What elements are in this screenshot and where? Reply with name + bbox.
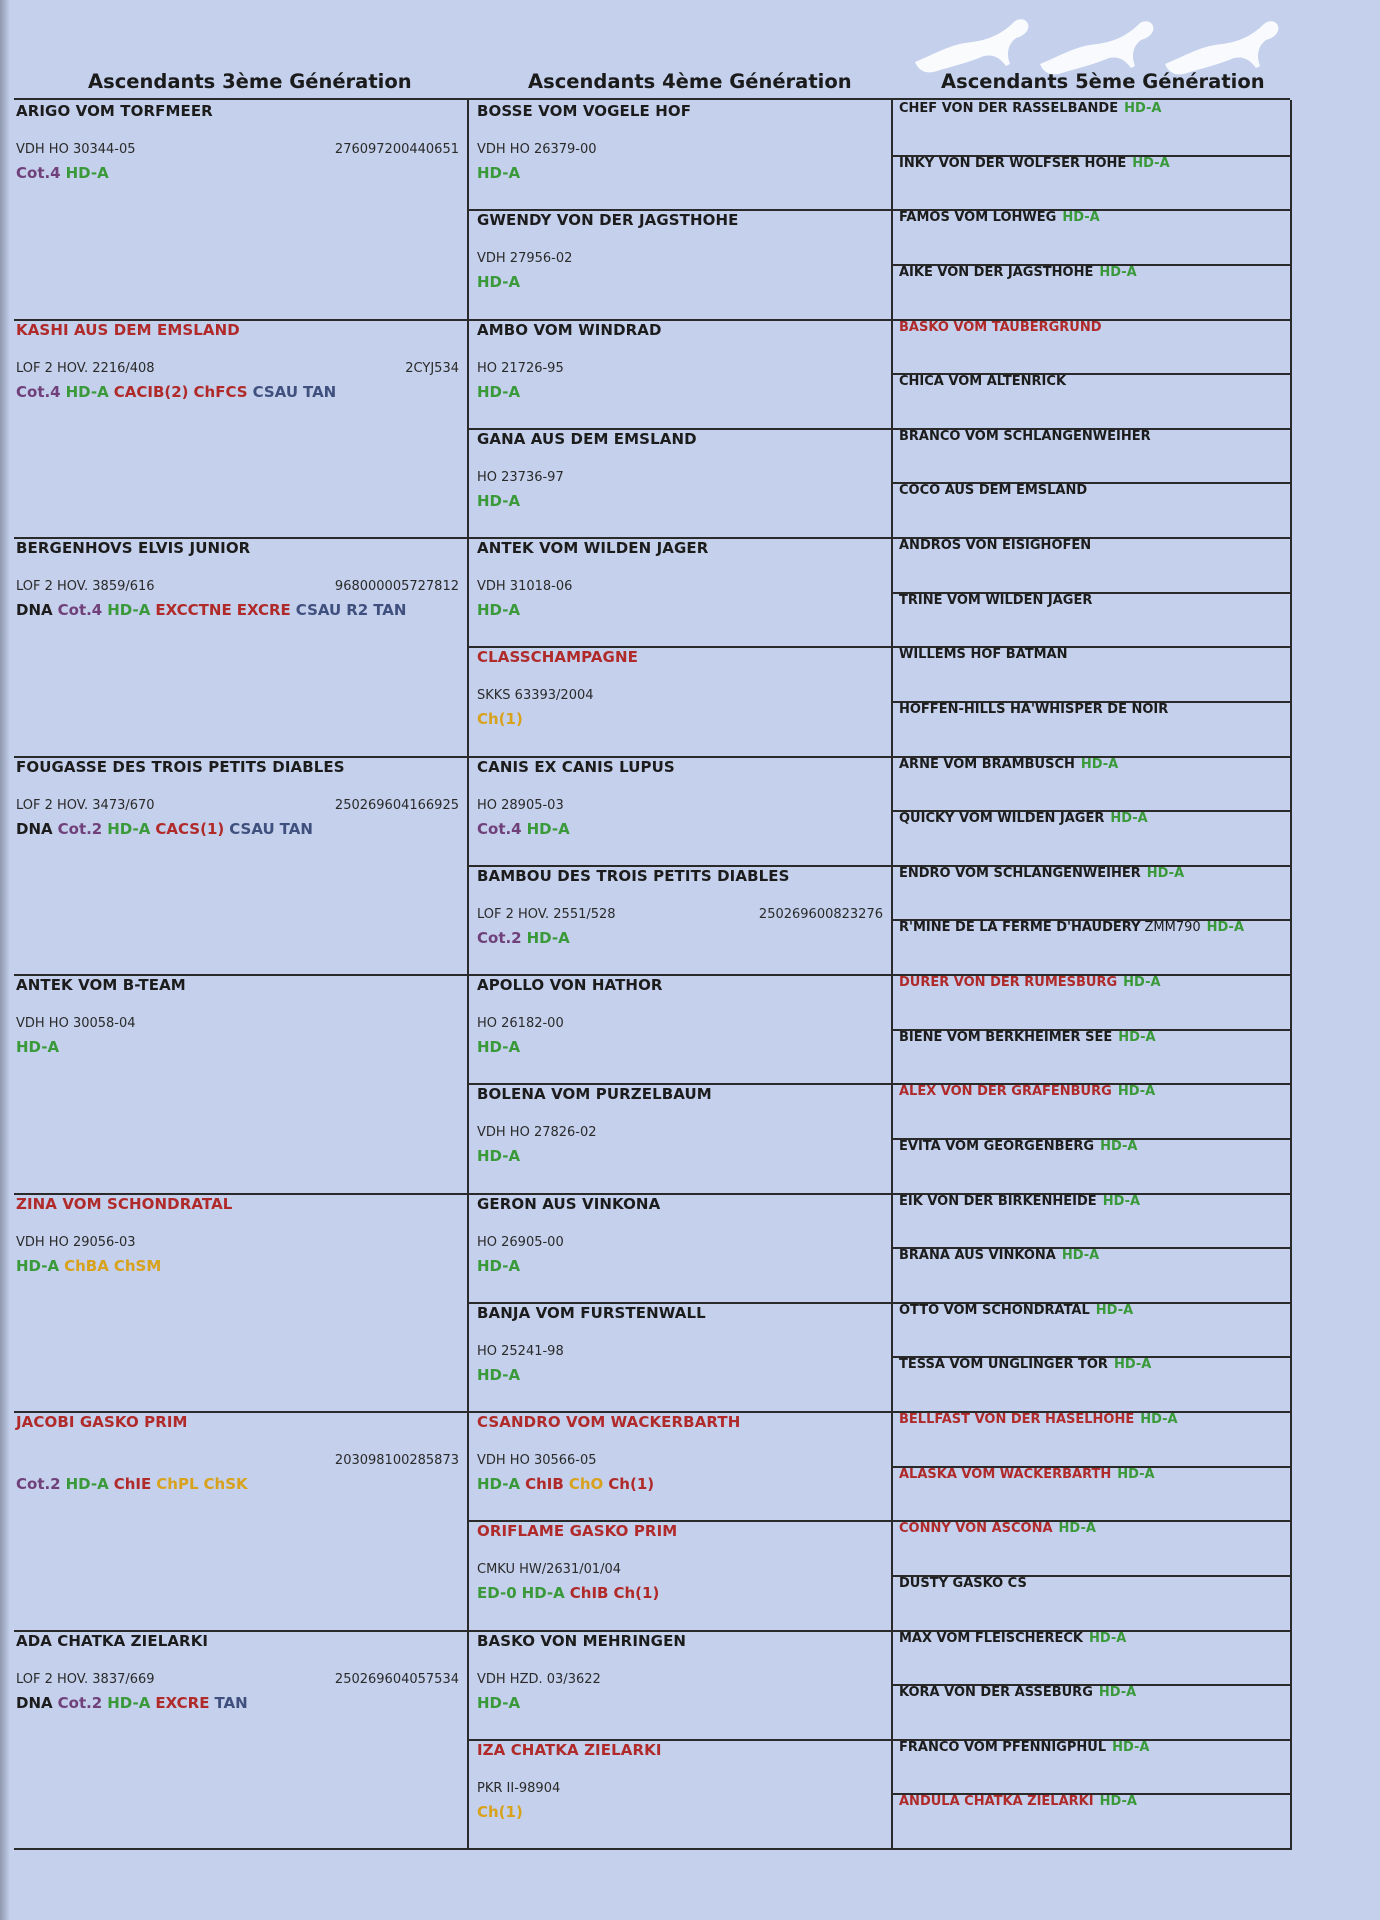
gen4-ancestor (477, 867, 883, 949)
title-tags (16, 1255, 459, 1277)
ancestor-name: DURER VON DER RUMESBURG (899, 975, 1118, 990)
registration-row (477, 1453, 883, 1469)
registration-row (477, 688, 883, 704)
gen5-ancestor (899, 1194, 1140, 1209)
registration-number: LOF 2 HOV. 2551/528 (477, 906, 616, 922)
title-tags (477, 1036, 883, 1058)
registration-row (477, 1672, 883, 1688)
ancestor-name: BRANCO VOM SCHLANGENWEIHER (899, 428, 1151, 444)
registration-number: VDH 31018-06 (477, 579, 573, 594)
ancestor-name: GANA AUS DEM EMSLAND (477, 429, 697, 448)
registration-number: VDH HZD. 03/3622 (477, 1671, 601, 1687)
ancestor-name: CHICA VOM ALTENRICK (899, 374, 1067, 390)
ancestor-name: ZINA VOM SCHONDRATAL (16, 1194, 233, 1213)
gen5-ancestor (899, 1521, 1096, 1536)
ancestor-name: FAMOS VOM LOHWEG (899, 210, 1057, 226)
gen3-ancestor (16, 102, 459, 184)
hd-result: HD-A (1117, 1084, 1156, 1100)
title-tag: Cot.4 (57, 601, 103, 619)
pedigree-table (14, 98, 1290, 1848)
gen3-ancestor (16, 1632, 459, 1714)
title-tag: HD-A (477, 491, 521, 510)
title-tag: Cot.4 (16, 382, 61, 401)
ancestor-name: AIKE VON DER JAGSTHOHE (899, 264, 1094, 280)
ancestor-name: EIK VON DER BIRKENHEIDE (899, 1193, 1097, 1209)
registration-number: HO 25241-98 (477, 1343, 564, 1359)
ancestor-name: COCO AUS DEM EMSLAND (899, 483, 1088, 499)
header-gen3: Ascendants 3ème Génération (88, 70, 412, 93)
gen4-ancestor (477, 1085, 883, 1167)
title-tags (16, 381, 459, 403)
registration-row (477, 142, 883, 158)
registration-row (477, 1562, 883, 1578)
hd-result: HD-A (1095, 1302, 1134, 1318)
title-tag: ChSM (113, 1256, 162, 1275)
ancestor-name: ALASKA VOM WACKERBARTH (899, 1466, 1112, 1482)
gen5-ancestor (899, 920, 1244, 935)
title-tag: DNA (16, 601, 53, 619)
ancestor-name: BELLFAST VON DER HASELHOHE (899, 1412, 1135, 1427)
ancestor-name: CSANDRO VOM WACKERBARTH (477, 1413, 741, 1431)
registration-number: CMKU HW/2631/01/04 (477, 1562, 622, 1578)
gen4-ancestor (477, 976, 883, 1058)
registration-row (16, 361, 459, 377)
ancestor-name: BRANA AUS VINKONA (899, 1248, 1056, 1264)
ancestor-name: R'MINE DE LA FERME D'HAUDERY (899, 920, 1141, 936)
registration-number: LOF 2 HOV. 2216/408 (16, 360, 155, 376)
gen5-ancestor (899, 1303, 1133, 1318)
title-tags (477, 1145, 883, 1167)
gen5-ancestor (899, 320, 1102, 335)
registration-number: VDH HO 30344-05 (16, 142, 136, 157)
gen5-ancestor (899, 975, 1161, 990)
ancestor-name: JACOBI GASKO PRIM (16, 1413, 188, 1431)
registration-row (477, 1344, 883, 1360)
title-tags (477, 1473, 883, 1495)
title-tag: HD-A (477, 1693, 521, 1712)
gen3-ancestor (16, 1195, 459, 1277)
title-tags (477, 708, 883, 730)
title-tag: TAN (373, 601, 407, 619)
title-tag: DNA (16, 1693, 53, 1712)
ancestor-name: INKY VON DER WOLFSER HOHE (899, 155, 1127, 171)
gen5-ancestor (899, 1576, 1027, 1591)
title-tag: HD-A (477, 1365, 521, 1384)
title-tag: EXCRE (155, 1693, 210, 1712)
title-tags (16, 1692, 459, 1714)
gen5-ancestor (899, 702, 1168, 717)
gen4-ancestor (477, 430, 883, 512)
title-tag: EXCRE (236, 601, 291, 619)
title-tag: ChSK (203, 1475, 248, 1493)
hd-result: HD-A (1117, 1466, 1155, 1482)
ancestor-name: QUICKY VOM WILDEN JAGER (899, 811, 1105, 827)
ancestor-name: BANJA VOM FURSTENWALL (477, 1303, 706, 1322)
hd-result: HD-A (1140, 1412, 1178, 1427)
ancestor-name: BASKO VON MEHRINGEN (477, 1631, 687, 1650)
gen5-ancestor (899, 374, 1066, 389)
title-tag: HD-A (526, 819, 570, 838)
title-tags (477, 381, 883, 403)
gen5-ancestor (899, 429, 1151, 444)
title-tag: HD-A (477, 382, 521, 401)
registration-row (477, 251, 883, 267)
gen4-ancestor (477, 1522, 883, 1604)
gen5-ancestor (899, 265, 1137, 280)
ancestor-name: FRANCO VOM PFENNIGPHUL (899, 1739, 1107, 1755)
chip-number: 250269604057534 (334, 1671, 459, 1687)
ancestor-name: BERGENHOVS ELVIS JUNIOR (16, 539, 251, 557)
title-tag: CSAU (295, 601, 342, 619)
gen5-ancestor (899, 647, 1068, 662)
title-tag: Cot.2 (57, 1693, 103, 1712)
registration-number: HO 21726-95 (477, 360, 564, 376)
title-tags (16, 162, 459, 184)
title-tags (477, 490, 883, 512)
chip-number: 250269600823276 (758, 906, 883, 922)
title-tag: Cot.2 (477, 928, 522, 947)
title-tags (477, 1364, 883, 1386)
registration-row (477, 1016, 883, 1032)
gen5-ancestor (899, 757, 1118, 772)
title-tag: ChPL (156, 1475, 199, 1493)
ancestor-name: ANTEK VOM B-TEAM (16, 976, 186, 994)
ancestor-name: OTTO VOM SCHONDRATAL (899, 1302, 1090, 1318)
ancestor-name: ADA CHATKA ZIELARKI (16, 1631, 209, 1650)
header-gen5: Ascendants 5ème Génération (941, 70, 1265, 93)
title-tag: ChIB (569, 1584, 609, 1603)
ancestor-name: BIENE VOM BERKHEIMER SEE (899, 1029, 1113, 1045)
registration-row (477, 470, 883, 486)
gen5-ancestor (899, 1685, 1136, 1700)
registration-number: PKR II-98904 (477, 1780, 561, 1796)
hd-result: HD-A (1113, 1357, 1152, 1373)
gen4-ancestor (477, 102, 883, 184)
title-tag: HD-A (107, 601, 151, 619)
registration-number: VDH HO 30566-05 (477, 1453, 597, 1468)
title-tag: HD-A (65, 1475, 109, 1493)
hd-result: HD-A (1132, 155, 1170, 171)
title-tag: CSAU (252, 382, 298, 401)
title-tag: TAN (214, 1693, 248, 1712)
row-divider (14, 1848, 1292, 1850)
title-tag: Cot.4 (477, 819, 522, 838)
gen5-ancestor (899, 1794, 1137, 1809)
ancestor-name: ANDROS VON EISIGHOFEN (899, 538, 1092, 553)
title-tags (477, 1692, 883, 1714)
gen5-ancestor (899, 483, 1087, 498)
registration-row (16, 798, 459, 814)
gen4-ancestor (477, 1304, 883, 1386)
registration-number: VDH 27956-02 (477, 251, 573, 267)
title-tag: CACS(1) (155, 819, 225, 838)
registration-number: VDH HO 27826-02 (477, 1125, 597, 1141)
gen5-ancestor (899, 866, 1184, 881)
registration-number: VDH HO 26379-00 (477, 142, 597, 157)
registration-row (16, 142, 459, 158)
registration-number: LOF 2 HOV. 3859/616 (16, 579, 155, 594)
title-tag: HD-A (477, 1475, 521, 1493)
gen5-ancestor (899, 1248, 1099, 1263)
gen3-ancestor (16, 539, 459, 621)
title-tag: CACIB(2) (113, 382, 189, 401)
registration-row (16, 1235, 459, 1251)
ancestor-name: ALEX VON DER GRAFENBURG (899, 1084, 1112, 1100)
title-tag: HD-A (107, 819, 151, 838)
registration-code: ZMM790 (1144, 920, 1201, 936)
gen3-ancestor (16, 1413, 459, 1495)
title-tags (16, 599, 459, 621)
title-tags (16, 1473, 459, 1495)
hd-result: HD-A (1058, 1521, 1096, 1537)
page-edge-shadow (0, 0, 10, 1920)
gen5-ancestor (899, 1412, 1178, 1427)
title-tag: CSAU (229, 819, 275, 838)
ancestor-name: FOUGASSE DES TROIS PETITS DIABLES (16, 757, 345, 776)
title-tags (477, 1582, 883, 1604)
ancestor-name: BAMBOU DES TROIS PETITS DIABLES (477, 866, 790, 885)
title-tag: HD-A (16, 1038, 60, 1056)
ancestor-name: ARIGO VOM TORFMEER (16, 102, 213, 120)
title-tags (477, 162, 883, 184)
chip-number: 968000005727812 (334, 579, 459, 594)
title-tag: HD-A (477, 273, 521, 292)
gen5-ancestor (899, 1357, 1151, 1372)
ancestor-name: BOLENA VOM PURZELBAUM (477, 1085, 712, 1104)
registration-number: VDH HO 30058-04 (16, 1016, 136, 1031)
ancestor-name: ORIFLAME GASKO PRIM (477, 1522, 678, 1541)
title-tags (16, 1036, 459, 1058)
title-tags (477, 1801, 883, 1823)
gen5-ancestor (899, 1030, 1156, 1045)
ancestor-name: CLASSCHAMPAGNE (477, 648, 638, 667)
ancestor-name: WILLEMS HOF BATMAN (899, 647, 1068, 663)
chip-number: 2CYJ534 (405, 360, 459, 376)
hd-result: HD-A (1102, 1193, 1141, 1209)
chip-number: 276097200440651 (334, 142, 459, 157)
hd-result: HD-A (1061, 1248, 1100, 1264)
title-tag: TAN (279, 819, 313, 838)
title-tag: HD-A (521, 1584, 565, 1603)
title-tag: HD-A (477, 601, 521, 619)
ancestor-name: CANIS EX CANIS LUPUS (477, 757, 675, 776)
title-tag: HD-A (477, 164, 521, 182)
gen4-ancestor (477, 211, 883, 293)
ancestor-name: KASHI AUS DEM EMSLAND (16, 320, 240, 339)
header-gen4: Ascendants 4ème Génération (528, 70, 852, 93)
ancestor-name: DUSTY GASKO CS (899, 1575, 1027, 1591)
hd-result: HD-A (1062, 210, 1100, 226)
registration-number: HO 28905-03 (477, 797, 564, 813)
registration-number: HO 26182-00 (477, 1016, 564, 1031)
ancestor-name: CONNY VON ASCONA (899, 1521, 1053, 1537)
title-tag: ChIB (525, 1475, 564, 1493)
ancestor-name: CHEF VON DER RASSELBANDE (899, 101, 1119, 116)
hd-result: HD-A (1206, 920, 1245, 936)
gen4-ancestor (477, 1741, 883, 1823)
registration-row (16, 1016, 459, 1032)
title-tag: TAN (303, 382, 337, 401)
gen4-ancestor (477, 758, 883, 840)
title-tag: Ch(1) (608, 1475, 655, 1493)
gen5-ancestor (899, 1631, 1126, 1646)
title-tags (477, 599, 883, 621)
title-tags (477, 927, 883, 949)
title-tag: ChFCS (193, 382, 248, 401)
title-tag: ChIE (113, 1475, 152, 1493)
title-tags (477, 1255, 883, 1277)
title-tag: Ch(1) (477, 1802, 523, 1821)
hd-result: HD-A (1100, 1138, 1138, 1154)
title-tag: Ch(1) (477, 710, 523, 729)
ancestor-name: BOSSE VOM VOGELE HOF (477, 102, 692, 120)
registration-number: LOF 2 HOV. 3837/669 (16, 1671, 155, 1687)
ancestor-name: AMBO VOM WINDRAD (477, 320, 662, 339)
ancestor-name: TRINE VOM WILDEN JAGER (899, 592, 1093, 608)
title-tag: HD-A (65, 164, 109, 182)
ancestor-name: ENDRO VOM SCHLANGENWEIHER (899, 865, 1141, 881)
gen5-ancestor (899, 1740, 1149, 1755)
ancestor-name: HOFFEN-HILLS HA'WHISPER DE NOIR (899, 701, 1169, 717)
registration-row (477, 361, 883, 377)
gen3-ancestor (16, 976, 459, 1058)
title-tag: ChO (568, 1475, 604, 1493)
title-tag: HD-A (16, 1256, 60, 1275)
ancestor-name: ANTEK VOM WILDEN JAGER (477, 539, 709, 557)
hd-result: HD-A (1112, 1739, 1150, 1755)
gen5-ancestor (899, 1084, 1155, 1099)
hd-result: HD-A (1088, 1630, 1127, 1646)
gen4-ancestor (477, 539, 883, 621)
gen5-ancestor (899, 1467, 1155, 1482)
gen5-ancestor (899, 210, 1100, 225)
hd-result: HD-A (1098, 1685, 1137, 1701)
registration-row (477, 1781, 883, 1797)
hd-result: HD-A (1110, 811, 1148, 827)
gen5-ancestor (899, 811, 1148, 826)
registration-number: VDH HO 29056-03 (16, 1234, 136, 1250)
hd-result: HD-A (1123, 975, 1161, 990)
ancestor-name: KORA VON DER ASSEBURG (899, 1685, 1093, 1701)
ancestor-name: ARNE VOM BRAMBUSCH (899, 756, 1075, 772)
title-tags (477, 271, 883, 293)
ancestor-name: MAX VOM FLEISCHERECK (899, 1630, 1083, 1646)
gen4-ancestor (477, 1413, 883, 1495)
hd-result: HD-A (1099, 264, 1137, 280)
gen3-ancestor (16, 758, 459, 840)
title-tag: DNA (16, 819, 53, 838)
gen5-ancestor (899, 101, 1161, 116)
title-tag: HD-A (526, 928, 570, 947)
title-tag: ChBA (64, 1256, 109, 1275)
ancestor-name: IZA CHATKA ZIELARKI (477, 1740, 662, 1759)
registration-number: HO 23736-97 (477, 469, 564, 485)
registration-number: HO 26905-00 (477, 1234, 564, 1250)
hd-result: HD-A (1146, 865, 1185, 881)
title-tag: R2 (346, 601, 369, 619)
title-tag: HD-A (477, 1147, 521, 1166)
ancestor-name: BASKO VOM TAUBERGRUND (899, 319, 1102, 335)
ancestor-name: GWENDY VON DER JAGSTHOHE (477, 211, 739, 230)
title-tag: Cot.4 (16, 164, 61, 182)
registration-row (16, 1672, 459, 1688)
title-tag: Ch(1) (613, 1584, 660, 1603)
registration-row (477, 907, 883, 923)
hd-result: HD-A (1080, 756, 1119, 772)
gen5-ancestor (899, 156, 1170, 171)
title-tag: ED-0 (477, 1584, 517, 1603)
title-tag: Cot.2 (57, 819, 103, 838)
title-tags (16, 818, 459, 840)
gen4-ancestor (477, 1632, 883, 1714)
title-tag: Cot.2 (16, 1475, 61, 1493)
title-tag: HD-A (477, 1256, 521, 1275)
registration-row (16, 579, 459, 595)
registration-number: SKKS 63393/2004 (477, 688, 594, 704)
gen5-ancestor (899, 1139, 1137, 1154)
hd-result: HD-A (1099, 1794, 1137, 1810)
gen4-ancestor (477, 321, 883, 403)
ancestor-name: GERON AUS VINKONA (477, 1194, 661, 1213)
hd-result: HD-A (1118, 1029, 1156, 1045)
registration-row (477, 1125, 883, 1141)
chip-number: 203098100285873 (334, 1453, 459, 1468)
ancestor-name: ANDULA CHATKA ZIELARKI (899, 1794, 1094, 1810)
title-tag: HD-A (107, 1693, 151, 1712)
gen4-ancestor (477, 648, 883, 730)
gen5-ancestor (899, 538, 1091, 553)
title-tag: HD-A (65, 382, 109, 401)
title-tag: EXCCTNE (155, 601, 232, 619)
hd-result: HD-A (1124, 101, 1162, 116)
gen3-ancestor (16, 321, 459, 403)
chip-number: 250269604166925 (334, 797, 459, 813)
registration-row (16, 1453, 459, 1469)
ancestor-name: TESSA VOM UNGLINGER TOR (899, 1357, 1108, 1373)
registration-row (477, 579, 883, 595)
registration-number: LOF 2 HOV. 3473/670 (16, 797, 155, 813)
ancestor-name: APOLLO VON HATHOR (477, 976, 663, 994)
title-tags (477, 818, 883, 840)
ancestor-name: EVITA VOM GEORGENBERG (899, 1138, 1095, 1154)
gen5-ancestor (899, 593, 1092, 608)
gen4-ancestor (477, 1195, 883, 1277)
registration-row (477, 798, 883, 814)
title-tag: HD-A (477, 1038, 521, 1056)
registration-row (477, 1235, 883, 1251)
